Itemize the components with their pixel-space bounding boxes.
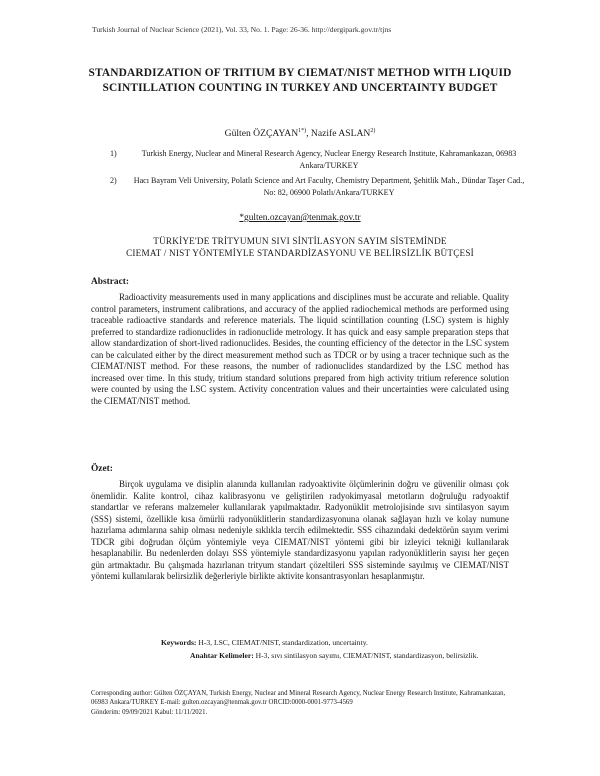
affiliation-2	[110, 175, 530, 198]
ozet-text: Birçok uygulama ve disiplin alanında kullanılan radyoaktivite ölçümlerinin doğru ve güvenilir olması çok önemlidir. Kalite kontrol, cihaz kalibrasyonu ve geliştirilen radyokimyasal metotların doğruluğu radyoaktif standartlar ve referans malzemeler kullanılarak yapılmaktadır. Radyonüklit metrolojisinde sıvı sintilasyon sayım (SSS) sistemi, özellikle kısa ömürlü radyonüklitlerin standardizasyonuna olanak sağlayan hızlı ve kolay numune hazırlama adımlarına sahip olması nedeniyle sıklıkla tercih edilmektedir. SSS cihazındaki dedektörün sayım verimi TDCR gibi doğrudan ölçüm yöntemiyle veya CIEMAT/NIST yöntemi gibi bir izleyici tekniği kullanılarak hesaplanabilir. Bu nedenlerden dolayı SSS yöntemiyle standardizasyonu yapılan radyonüklitlerin sayısı her geçen gün artmaktadır. Bu çalışmada hazırlanan trityum standart çözeltileri SSS sisteminde sayılmış ve CIEMAT/NIST yöntemi kullanılarak belirsizlik değerleriyle birlikte aktivite konsantrasyonları hesaplanmıştır.	[91, 479, 509, 581]
turkish-title	[60, 235, 540, 260]
keywords	[161, 638, 368, 648]
paper-title: STANDARDIZATION OF TRITIUM BY CIEMAT/NIST METHOD WITH LIQUID SCINTILLATION COUNTING IN TURKEY AND UNCERTAINTY BUDGET	[88, 67, 512, 94]
affiliation-number: 1)	[110, 149, 117, 158]
corresponding-author: Corresponding author: Gülten ÖZÇAYAN, Turkish Energy, Nuclear and Mineral Research Agency, Nuclear Energy Research Institute, Kahramankazan, 06983 Ankara/TURKEY E-mail: gulten.ozcayan@tenmak.gov.tr ORCID:0000-0001-9773-4569	[91, 690, 506, 707]
author-2: Nazife ASLAN	[310, 128, 371, 140]
affiliation-number: 2)	[110, 176, 117, 186]
affiliations	[110, 148, 530, 202]
journal-header: Turkish Journal of Nuclear Science (2021), Vol. 33, No. 1. Page: 26-36. http://dergipark.gov.tr/tjns	[92, 25, 392, 34]
corresponding-info	[91, 689, 511, 717]
authors	[0, 128, 600, 139]
author-separator: ,	[306, 128, 311, 140]
anahtar-kelimeler	[190, 651, 478, 661]
abstract-text: Radioactivity measurements used in many applications and disciplines must be accurate and reliable. Quality control parameters, instrument calibrations, and accuracy of the applied radiochemical methods are performed using traceable radioactive standards and reference materials. The liquid scintillation counting (LSC) system is highly preferred to standardize radionuclides in radionuclide metrology. It has quick and easy sample preparation steps that allow standardization of short-lived radionuclides. Besides, the counting efficiency of the detector in the LSC system can be calculated either by the direct measurement method such as TDCR or by using a tracer technique such as the CIEMAT/NIST method. For these reasons, the number of radionuclides standardized by the LSC method has increased over time. In this study, tritium standard solutions prepared from high activity tritium reference solution were counted by using the LSC system. Activity concentration values and their uncertainties were calculated using the CIEMAT/NIST method.	[91, 292, 509, 406]
anahtar-label: Anahtar Kelimeler:	[190, 651, 254, 660]
email-link[interactable]: *gulten.ozcayan@tenmak.gov.tr	[239, 213, 361, 223]
anahtar-text: H-3, sıvı sintilasyon sayımı, CIEMAT/NIST, standardizasyon, belirsizlik.	[255, 651, 479, 660]
author-1: Gülten ÖZÇAYAN	[224, 128, 299, 140]
corresponding-email	[0, 213, 600, 223]
affiliation-text: Hacı Bayram Veli University, Polatlı Science and Art Faculty, Chemistry Department, Şehitlik Mah., Dündar Taşer Cad., No: 82, 06900 Polatlı/Ankara/TURKEY	[133, 176, 525, 197]
keywords-label: Keywords:	[161, 638, 197, 647]
submission-dates: Gönderim: 09/09/2021 Kabul: 11/11/2021.	[91, 708, 208, 716]
turkish-title-line-1: TÜRKİYE'DE TRİTYUMUN SIVI SİNTİLASYON SAYIM SİSTEMİNDE	[153, 236, 447, 246]
abstract-heading: Abstract:	[91, 277, 130, 287]
keywords-text: H-3, LSC, CIEMAT/NIST, standardization, uncertainty.	[198, 638, 368, 647]
ozet-heading: Özet:	[91, 464, 113, 474]
affiliation-text: Turkish Energy, Nuclear and Mineral Research Agency, Nuclear Energy Research Institute, Kahramankazan, 06983 Ankara/TURKEY	[141, 149, 517, 170]
author-1-affil: 1*)	[298, 128, 307, 134]
turkish-title-line-2: CIEMAT / NIST YÖNTEMİYLE STANDARDİZASYONU VE BELİRSİZLİK BÜTÇESİ	[126, 248, 474, 259]
affiliation-1	[110, 148, 530, 171]
author-2-affil: 2)	[370, 128, 376, 134]
